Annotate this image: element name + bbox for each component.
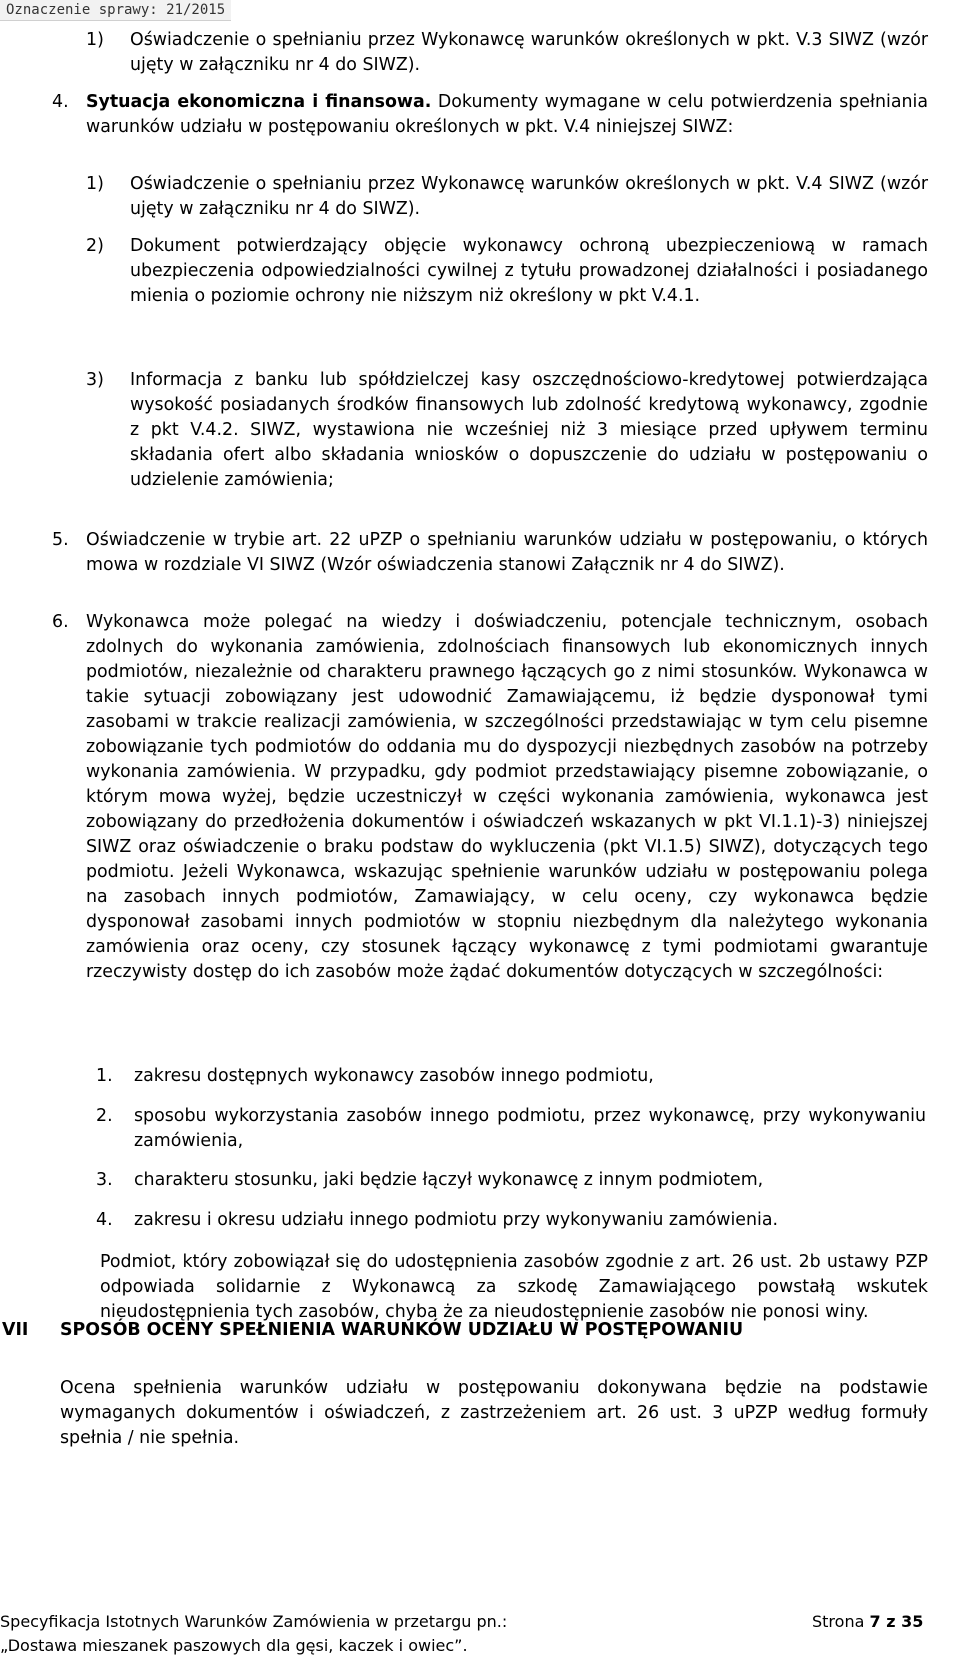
section-4-paragraph (86, 90, 928, 140)
section-4-title: Sytuacja ekonomiczna i finansowa. (86, 92, 432, 112)
section-6 (52, 610, 928, 985)
page-number: Strona 7 z 35 (812, 1612, 924, 1631)
section-6-list-item-4 (96, 1208, 926, 1233)
page-total: 35 (901, 1612, 924, 1631)
section-4-item-2 (86, 234, 928, 309)
page-current: 7 (869, 1612, 881, 1631)
list-item-number: 1. (96, 1066, 113, 1086)
footer-line-1: Specyfikacja Istotnych Warunków Zamówienia w przetargu pn.: (0, 1612, 508, 1631)
list-item-number: 4. (96, 1210, 113, 1230)
section-6-list-item-1 (96, 1064, 926, 1089)
section-6-text: Wykonawca może polegać na wiedzy i doświadczeniu, potencjale technicznym, osobach zdolnych do wykonania zamówienia, zdolnościach finansowych lub ekonomicznych innych podmiotów, niezależnie od charakteru prawnego łączących go z nimi stosunków. Wykonawca w takie sytuacji zobowiązany jest udowodnić Zamawiającemu, iż będzie dysponował tymi zasobami w trakcie realizacji zamówienia, w szczególności przedstawiając w tym celu pisemne zobowiązanie tych podmiotów do oddania mu do dyspozycji niezbędnych zasobów na potrzeby wykonania zamówienia. W przypadku, gdy podmiot przedstawiający pisemne zobowiązanie, o którym mowa wyżej, będzie uczestniczył w części wykonania zamówienia, wykonawca jest zobowiązany do przedłożenia dokumentów i oświadczeń wskazanych w pkt VI.1.1)-3) niniejszej SIWZ oraz oświadczenie o braku podstaw do wykluczenia (pkt VI.1.5) SIWZ), dotyczących tego podmiotu. Jeżeli Wykonawca, wskazując spełnienie warunków udziału w postępowaniu polega na zasobach innych podmiotów, Zamawiający, w celu oceny, czy wykonawca będzie dysponował zasobami innych podmiotów w stopniu niezbędnym dla należytego wykonania zamówienia oraz oceny, czy stosunek łączący wykonawcę z tymi podmiotami gwarantuje rzeczywisty dostęp do ich zasobów może żądać dokumentów dotyczących w szczególności: (86, 612, 928, 982)
section-VII-heading (0, 1318, 960, 1344)
section-VII-number: VII (2, 1320, 29, 1340)
section-4 (52, 90, 928, 140)
list-item-number: 2. (96, 1106, 113, 1126)
intro-item-text: Oświadczenie o spełnianiu przez Wykonawcę warunków określonych w pkt. V.3 SIWZ (wzór ujęty w załączniku nr 4 do SIWZ). (130, 30, 928, 75)
footer-line-2: „Dostawa mieszanek paszowych dla gęsi, kaczek i owiec”. (0, 1636, 468, 1655)
section-4-item-2-number: 2) (86, 236, 104, 256)
section-6-list-item-3 (96, 1168, 926, 1193)
section-4-item-3-number: 3) (86, 370, 104, 390)
intro-item-number: 1) (86, 30, 104, 50)
section-6-list-item-2 (96, 1104, 926, 1154)
section-4-item-2-text: Dokument potwierdzający objęcie wykonawcy ochroną ubezpieczeniową w ramach ubezpieczenia odpowiedzialności cywilnej z tytułu prowadzonej działalności i posiadanego mienia o poziomie ochrony nie niższym niż określony w pkt V.4.1. (130, 236, 928, 306)
list-item-number: 3. (96, 1170, 113, 1190)
section-4-item-3 (86, 368, 928, 493)
section-6-closing: Podmiot, który zobowiązał się do udostępnienia zasobów zgodnie z art. 26 ust. 2b ustawy PZP odpowiada solidarnie z Wykonawcą za szkodę Zamawiającego powstałą wskutek nieudostępnienia tych zasobów, chyba że za nieudostępnienie zasobów nie ponosi winy. (100, 1252, 928, 1322)
intro-item (86, 28, 928, 78)
list-item-text: zakresu i okresu udziału innego podmiotu przy wykonywaniu zamówienia. (134, 1210, 779, 1230)
list-item-text: sposobu wykorzystania zasobów innego podmiotu, przez wykonawcę, przy wykonywaniu zamówienia, (134, 1106, 926, 1151)
section-4-item-1-number: 1) (86, 174, 104, 194)
section-5-number: 5. (52, 530, 69, 550)
footer-title (0, 1610, 700, 1658)
case-number-header: Oznaczenie sprawy: 21/2015 (0, 0, 231, 21)
section-4-text: Dokumenty wymagane w celu potwierdzenia spełniania warunków udziału w postępowaniu określonych w pkt. V.4 niniejszej SIWZ: (86, 92, 929, 137)
list-item-text: charakteru stosunku, jaki będzie łączył wykonawcę z innym podmiotem, (134, 1170, 764, 1190)
section-6-number: 6. (52, 612, 69, 632)
section-5 (52, 528, 928, 578)
list-item-text: zakresu dostępnych wykonawcy zasobów innego podmiotu, (134, 1066, 654, 1086)
section-VII-text: Ocena spełnienia warunków udziału w postępowaniu dokonywana będzie na podstawie wymaganych dokumentów i oświadczeń, z zastrzeżeniem art. 26 ust. 3 uPZP według formuły spełnia / nie spełnia. (60, 1378, 928, 1448)
section-4-item-1 (86, 172, 928, 222)
section-4-item-1-text: Oświadczenie o spełnianiu przez Wykonawcę warunków określonych w pkt. V.4 SIWZ (wzór ujęty w załączniku nr 4 do SIWZ). (130, 174, 928, 219)
section-5-text: Oświadczenie w trybie art. 22 uPZP o spełnianiu warunków udziału w postępowaniu, o których mowa w rozdziale VI SIWZ (Wzór oświadczenia stanowi Załącznik nr 4 do SIWZ). (86, 530, 928, 575)
section-4-number: 4. (52, 92, 69, 112)
section-4-item-3-text: Informacja z banku lub spółdzielczej kasy oszczędnościowo-kredytowej potwierdzająca wysokość posiadanych środków finansowych lub zdolność kredytową wykonawcy, zgodnie z pkt V.4.2. SIWZ, wystawiona nie wcześniej niż 3 miesiące przed upływem terminu składania ofert albo składania wniosków o dopuszczenie do udziału w postępowaniu o udzielenie zamówienia; (130, 370, 928, 490)
section-VII-title: SPOSÓB OCENY SPEŁNIENIA WARUNKÓW UDZIAŁU W POSTĘPOWANIU (60, 1320, 744, 1340)
